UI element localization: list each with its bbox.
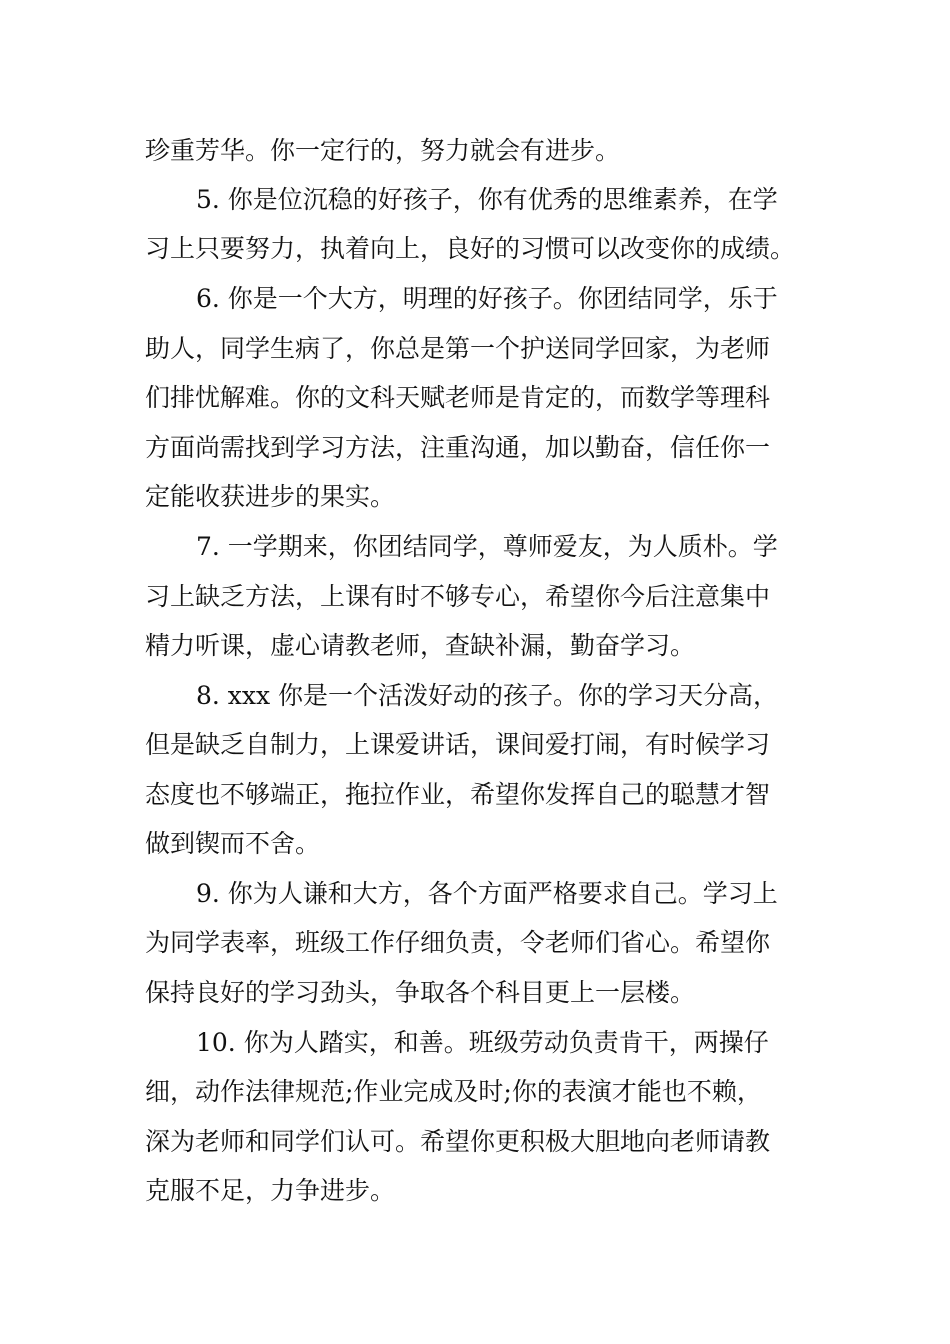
comment-6-line-1: 6. 你是一个大方，明理的好孩子。你团结同学，乐于 xyxy=(196,284,778,313)
text-line: 方面尚需找到学习方法，注重沟通，加以勤奋，信任你一 xyxy=(145,433,771,462)
text-line: 精力听课，虚心请教老师，查缺补漏，勤奋学习。 xyxy=(145,631,696,660)
text-line: 保持良好的学习劲头，争取各个科目更上一层楼。 xyxy=(145,978,696,1007)
text-line: 深为老师和同学们认可。希望你更积极大胆地向老师请教 xyxy=(145,1127,771,1156)
text-line: 但是缺乏自制力，上课爱讲话，课间爱打闹，有时候学习 xyxy=(145,730,771,759)
text-line: 助人，同学生病了，你总是第一个护送同学回家，为老师 xyxy=(145,334,771,363)
text-line: 做到锲而不舍。 xyxy=(145,829,321,858)
comment-8-line-1: 8. xxx 你是一个活泼好动的孩子。你的学习天分高， xyxy=(196,681,779,710)
text-line: 珍重芳华。你一定行的，努力就会有进步。 xyxy=(145,136,621,165)
text-line: 克服不足，力争进步。 xyxy=(145,1176,396,1205)
text-line: 细，动作法律规范;作业完成及时;你的表演才能也不赖， xyxy=(145,1077,762,1106)
text-line: 们排忧解难。你的文科天赋老师是肯定的，而数学等理科 xyxy=(145,383,771,412)
text-line: 习上只要努力，执着向上，良好的习惯可以改变你的成绩。 xyxy=(145,234,796,263)
comment-7-line-1: 7. 一学期来，你团结同学，尊师爱友，为人质朴。学 xyxy=(196,532,778,561)
text-line: 态度也不够端正，拖拉作业，希望你发挥自己的聪慧才智 xyxy=(145,780,771,809)
comment-10-line-1: 10. 你为人踏实，和善。班级劳动负责肯干，两操仔 xyxy=(196,1028,769,1057)
text-line: 习上缺乏方法，上课有时不够专心，希望你今后注意集中 xyxy=(145,582,771,611)
text-line: 为同学表率，班级工作仔细负责，令老师们省心。希望你 xyxy=(145,928,771,957)
comment-9-line-1: 9. 你为人谦和大方，各个方面严格要求自己。学习上 xyxy=(196,879,778,908)
comment-5-line-1: 5. 你是位沉稳的好孩子，你有优秀的思维素养，在学 xyxy=(196,185,778,214)
text-line: 定能收获进步的果实。 xyxy=(145,482,396,511)
